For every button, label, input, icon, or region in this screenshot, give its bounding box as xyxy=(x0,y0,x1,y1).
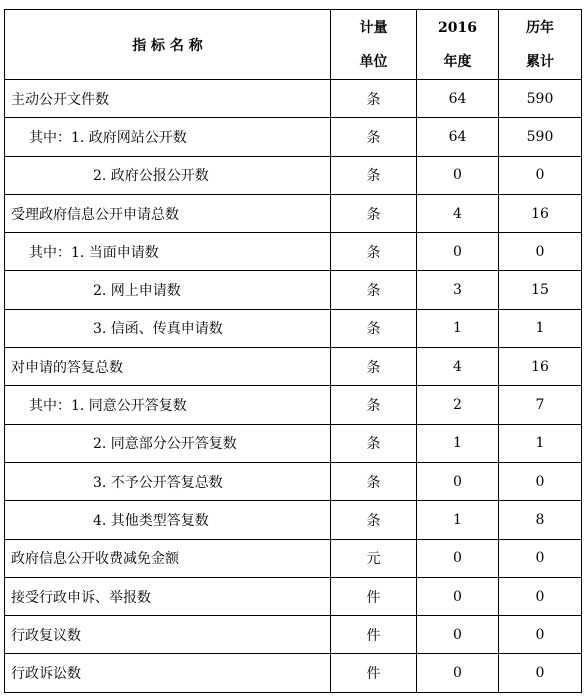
row-name: 接受行政申诉、举报数 xyxy=(5,577,331,615)
table-row xyxy=(5,80,582,118)
statistics-table-container xyxy=(4,9,582,693)
header-year-line1: 2016 xyxy=(438,19,477,36)
table-row xyxy=(5,386,582,424)
table-header-row xyxy=(5,10,582,80)
row-total: 0 xyxy=(499,233,582,271)
row-name: 2. 同意部分公开答复数 xyxy=(5,424,331,462)
row-total: 0 xyxy=(499,539,582,577)
row-total: 16 xyxy=(499,194,582,232)
row-total: 0 xyxy=(499,616,582,654)
table-row xyxy=(5,348,582,386)
header-year-2016 xyxy=(417,10,499,80)
row-total: 0 xyxy=(499,156,582,194)
row-total: 0 xyxy=(499,462,582,500)
row-unit: 条 xyxy=(331,386,417,424)
row-name: 其中：1. 政府网站公开数 xyxy=(5,118,331,156)
statistics-table xyxy=(4,9,582,693)
row-name: 2. 网上申请数 xyxy=(5,271,331,309)
row-unit: 件 xyxy=(331,577,417,615)
table-row xyxy=(5,501,582,539)
table-row xyxy=(5,309,582,347)
header-cumulative xyxy=(499,10,582,80)
row-unit: 条 xyxy=(331,424,417,462)
row-name: 4. 其他类型答复数 xyxy=(5,501,331,539)
row-2016: 64 xyxy=(417,80,499,118)
row-name: 行政诉讼数 xyxy=(5,654,331,692)
row-total: 1 xyxy=(499,424,582,462)
table-row xyxy=(5,271,582,309)
row-2016: 0 xyxy=(417,462,499,500)
row-name: 主动公开文件数 xyxy=(5,80,331,118)
row-2016: 1 xyxy=(417,424,499,462)
row-name: 其中：1. 同意公开答复数 xyxy=(5,386,331,424)
header-unit-line1: 计量 xyxy=(359,19,388,36)
row-total: 1 xyxy=(499,309,582,347)
header-unit-line2: 单位 xyxy=(359,53,388,70)
table-row xyxy=(5,194,582,232)
table-row xyxy=(5,118,582,156)
row-total: 15 xyxy=(499,271,582,309)
row-name: 行政复议数 xyxy=(5,616,331,654)
row-name: 3. 信函、传真申请数 xyxy=(5,309,331,347)
row-2016: 0 xyxy=(417,539,499,577)
row-2016: 0 xyxy=(417,156,499,194)
header-total-line2: 累计 xyxy=(526,53,554,70)
row-2016: 0 xyxy=(417,577,499,615)
table-row xyxy=(5,616,582,654)
row-name: 政府信息公开收费减免金额 xyxy=(5,539,331,577)
header-total-line1: 历年 xyxy=(526,19,554,36)
row-unit: 条 xyxy=(331,233,417,271)
row-unit: 条 xyxy=(331,348,417,386)
row-2016: 0 xyxy=(417,654,499,692)
row-2016: 1 xyxy=(417,309,499,347)
row-2016: 0 xyxy=(417,233,499,271)
row-unit: 条 xyxy=(331,194,417,232)
row-unit: 条 xyxy=(331,118,417,156)
row-2016: 1 xyxy=(417,501,499,539)
row-total: 7 xyxy=(499,386,582,424)
row-2016: 0 xyxy=(417,616,499,654)
header-year-line2: 年度 xyxy=(443,53,472,70)
row-total: 16 xyxy=(499,348,582,386)
table-row xyxy=(5,462,582,500)
table-row xyxy=(5,424,582,462)
table-row xyxy=(5,156,582,194)
table-row xyxy=(5,654,582,692)
row-total: 590 xyxy=(499,118,582,156)
row-name: 对申请的答复总数 xyxy=(5,348,331,386)
row-unit: 条 xyxy=(331,501,417,539)
row-unit: 条 xyxy=(331,462,417,500)
row-name: 3. 不予公开答复总数 xyxy=(5,462,331,500)
row-unit: 件 xyxy=(331,616,417,654)
header-unit xyxy=(331,10,417,80)
table-row xyxy=(5,577,582,615)
row-total: 0 xyxy=(499,577,582,615)
row-2016: 64 xyxy=(417,118,499,156)
header-indicator-name: 指 标 名 称 xyxy=(5,10,331,80)
table-row xyxy=(5,233,582,271)
row-2016: 4 xyxy=(417,194,499,232)
row-total: 590 xyxy=(499,80,582,118)
row-2016: 2 xyxy=(417,386,499,424)
table-row xyxy=(5,539,582,577)
row-unit: 件 xyxy=(331,654,417,692)
row-total: 0 xyxy=(499,654,582,692)
row-unit: 条 xyxy=(331,309,417,347)
row-unit: 条 xyxy=(331,80,417,118)
row-name: 其中：1. 当面申请数 xyxy=(5,233,331,271)
row-2016: 3 xyxy=(417,271,499,309)
row-unit: 条 xyxy=(331,271,417,309)
row-unit: 元 xyxy=(331,539,417,577)
row-name: 2. 政府公报公开数 xyxy=(5,156,331,194)
row-2016: 4 xyxy=(417,348,499,386)
row-unit: 条 xyxy=(331,156,417,194)
row-total: 8 xyxy=(499,501,582,539)
row-name: 受理政府信息公开申请总数 xyxy=(5,194,331,232)
